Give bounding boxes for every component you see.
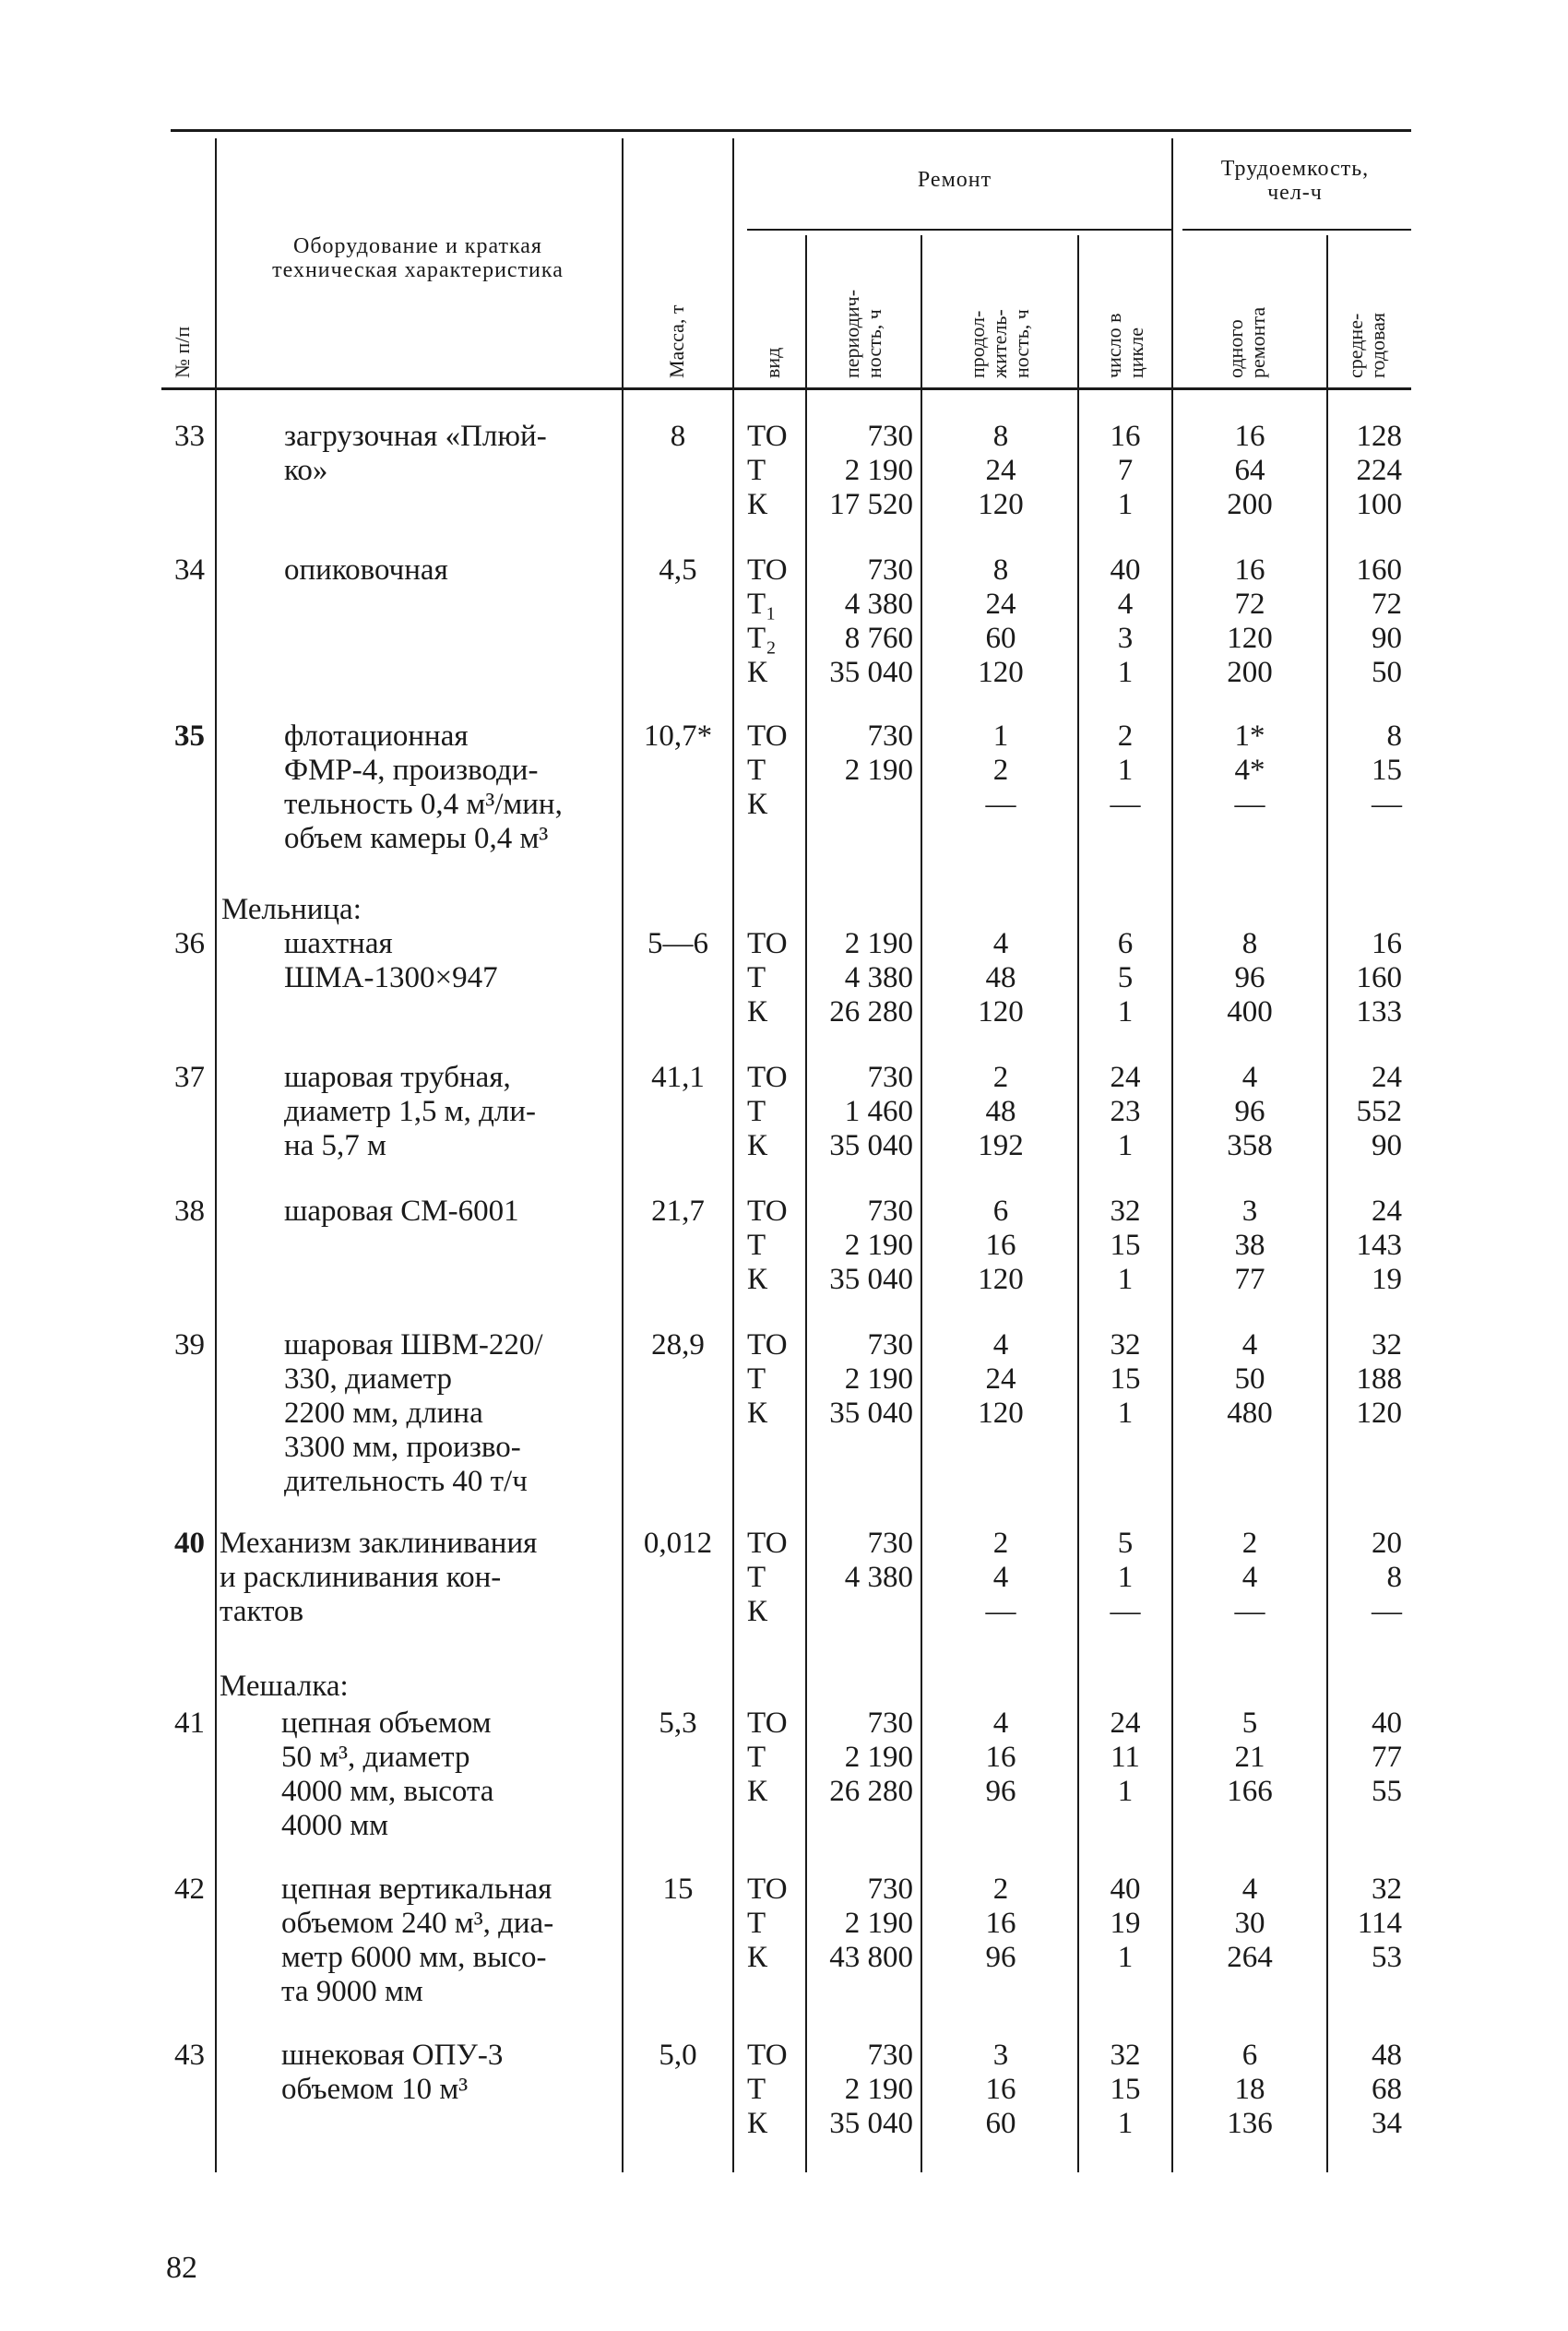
row-types: ТО Т К [747,1061,788,1162]
row-period: 730 4 380 [844,1527,913,1594]
row-mass: 15 [662,1873,694,1906]
row-count: 16 7 1 [1110,420,1141,521]
row-labor-avg: 32 188 120 [1356,1328,1402,1430]
row-no: 33 [174,420,205,453]
row-equipment-desc: шнековая ОПУ-3 объемом 10 м³ [281,2039,504,2106]
row-equipment-desc: загрузочная «Плюй- ко» [284,420,547,487]
row-labor-avg: 16 160 133 [1356,927,1402,1029]
header-col-mass: Масса, т [665,304,688,378]
row-count: 32 15 1 [1110,1328,1141,1430]
col-divider-period [921,235,922,2172]
row-no: 43 [174,2039,205,2072]
row-mass: 8 [670,420,686,453]
row-period: 730 2 190 17 520 [829,420,913,521]
labor-group-rule [1182,229,1411,231]
row-no: 36 [174,927,205,960]
row-labor-one: 6 18 136 [1227,2039,1273,2140]
row-mass: 4,5 [659,553,697,587]
row-labor-one: 1* 4* — [1234,720,1265,821]
row-equipment-desc: флотационная ФМР-4, производи- тельность 0,4 м³/мин, объем камеры 0,4 м³ [284,720,563,855]
row-period: 2 190 4 380 26 280 [829,927,913,1029]
row-types: ТО Т К [747,1328,788,1430]
row-labor-one: 16 72 120 200 [1227,553,1273,689]
row-labor-avg: 24 552 90 [1356,1061,1402,1162]
row-mass: 5,0 [659,2039,697,2072]
row-labor-avg: 32 114 53 [1357,1873,1402,1974]
header-col-labor-avg: средне- годовая [1344,312,1389,378]
header-col-no: № п/п [171,326,194,378]
group-heading-mills: Мельница: [221,893,362,926]
row-types: ТО Т К [747,1873,788,1974]
row-labor-one: 4 96 358 [1227,1061,1273,1162]
row-labor-avg: 24 143 19 [1356,1195,1402,1296]
row-period: 730 2 190 [844,720,913,787]
row-labor-avg: 128 224 100 [1356,420,1402,521]
row-types: ТО Т К [747,1195,788,1296]
row-mass: 41,1 [651,1061,705,1094]
row-duration: 2 16 96 [985,1873,1016,1974]
col-divider-equipment [622,138,624,2172]
row-equipment-desc: цепная вертикальная объемом 240 м³, диа- метр 6000 мм, высо- та 9000 мм [281,1873,554,2008]
row-labor-one: 2 4 — [1234,1527,1265,1628]
row-count: 2 1 — [1110,720,1141,821]
row-count: 24 11 1 [1110,1707,1141,1808]
row-labor-avg: 48 68 34 [1372,2039,1402,2140]
row-no: 38 [174,1195,205,1228]
row-types: ТО Т К [747,1527,788,1628]
row-mass: 0,012 [643,1527,713,1560]
header-col-type: вид [761,347,784,378]
row-period: 730 2 190 35 040 [829,2039,913,2140]
row-equipment-desc: шаровая ШВМ-220/ 330, диаметр 2200 мм, длина 3300 мм, произво- дительность 40 т/ч [284,1328,543,1498]
row-period: 730 2 190 35 040 [829,1195,913,1296]
row-count: 24 23 1 [1110,1061,1141,1162]
header-col-count: число в цикле [1102,313,1147,378]
row-duration: 1 2 — [985,720,1016,821]
row-types: ТО Т К [747,1707,788,1808]
row-no: 35 [174,720,205,753]
col-divider-mass [732,138,734,2172]
row-count: 40 4 3 1 [1110,553,1141,689]
row-duration: 2 48 192 [978,1061,1024,1162]
row-types: ТО Т К [747,420,788,521]
header-col-equipment: Оборудование и краткая техническая характеристика [272,234,564,282]
row-labor-one: 5 21 166 [1227,1707,1273,1808]
row-count: 6 5 1 [1117,927,1134,1029]
row-period: 730 1 460 35 040 [829,1061,913,1162]
row-mass: 28,9 [651,1328,705,1362]
page-number: 82 [166,2251,197,2285]
row-no: 39 [174,1328,205,1362]
header-group-labor: Трудоемкость, чел-ч [1220,157,1370,205]
row-duration: 4 16 96 [985,1707,1016,1808]
row-period: 730 4 380 8 760 35 040 [829,553,913,689]
row-no: 42 [174,1873,205,1906]
row-period: 730 2 190 43 800 [829,1873,913,1974]
row-types: ТО Т К [747,2039,788,2140]
row-period: 730 2 190 35 040 [829,1328,913,1430]
row-duration: 4 48 120 [978,927,1024,1029]
group-heading-mixers: Мешалка: [220,1670,349,1703]
header-col-labor-one: одного ремонта [1224,306,1269,378]
row-equipment-desc: цепная объемом 50 м³, диаметр 4000 мм, высота 4000 мм [281,1707,494,1842]
row-duration: 4 24 120 [978,1328,1024,1430]
row-no: 41 [174,1707,205,1740]
header-col-duration: продол- житель- ность, ч [966,309,1033,378]
row-count: 32 15 1 [1110,2039,1141,2140]
row-no: 37 [174,1061,205,1094]
repair-group-rule [747,229,1171,231]
row-labor-one: 4 30 264 [1227,1873,1273,1974]
col-divider-type [805,235,807,2172]
row-period: 730 2 190 26 280 [829,1707,913,1808]
header-bottom-rule [161,387,1411,390]
row-labor-one: 16 64 200 [1227,420,1273,521]
row-types: ТО Т К [747,927,788,1029]
row-no: 34 [174,553,205,587]
row-equipment-desc: шаровая трубная, диаметр 1,5 м, дли- на 5,7 м [284,1061,536,1162]
row-labor-one: 4 50 480 [1227,1328,1273,1430]
row-duration: 3 16 60 [985,2039,1016,2140]
row-labor-one: 8 96 400 [1227,927,1273,1029]
row-equipment-desc: шахтная ШМА-1300×947 [284,927,498,994]
row-equipment-desc: опиковочная [284,553,448,587]
row-labor-avg: 160 72 90 50 [1356,553,1402,689]
row-equipment-desc: Механизм заклинивания и расклинивания кон- тактов [220,1527,538,1628]
row-duration: 8 24 60 120 [978,553,1024,689]
row-labor-avg: 40 77 55 [1372,1707,1402,1808]
row-types: ТО Т К [747,720,788,821]
row-mass: 5—6 [647,927,708,960]
row-labor-avg: 8 15 — [1372,720,1402,821]
row-mass: 21,7 [651,1195,705,1228]
row-mass: 5,3 [659,1707,697,1740]
col-divider-duration [1077,235,1079,2172]
row-count: 40 19 1 [1110,1873,1141,1974]
row-types: ТО Т₁ Т₂ К [747,553,788,689]
table-top-rule [171,129,1411,132]
row-count: 5 1 — [1110,1527,1141,1628]
row-count: 32 15 1 [1110,1195,1141,1296]
header-col-period: периодич- ность, ч [840,289,885,378]
row-duration: 2 4 — [985,1527,1016,1628]
col-divider-repair-labor [1171,138,1173,2172]
row-no: 40 [174,1527,205,1560]
row-equipment-desc: шаровая СМ-6001 [284,1195,519,1228]
row-labor-avg: 20 8 — [1372,1527,1402,1628]
row-duration: 6 16 120 [978,1195,1024,1296]
row-duration: 8 24 120 [978,420,1024,521]
col-divider-no [215,138,217,2172]
row-labor-one: 3 38 77 [1234,1195,1265,1296]
header-group-repair: Ремонт [917,168,992,192]
row-mass: 10,7* [643,720,713,753]
